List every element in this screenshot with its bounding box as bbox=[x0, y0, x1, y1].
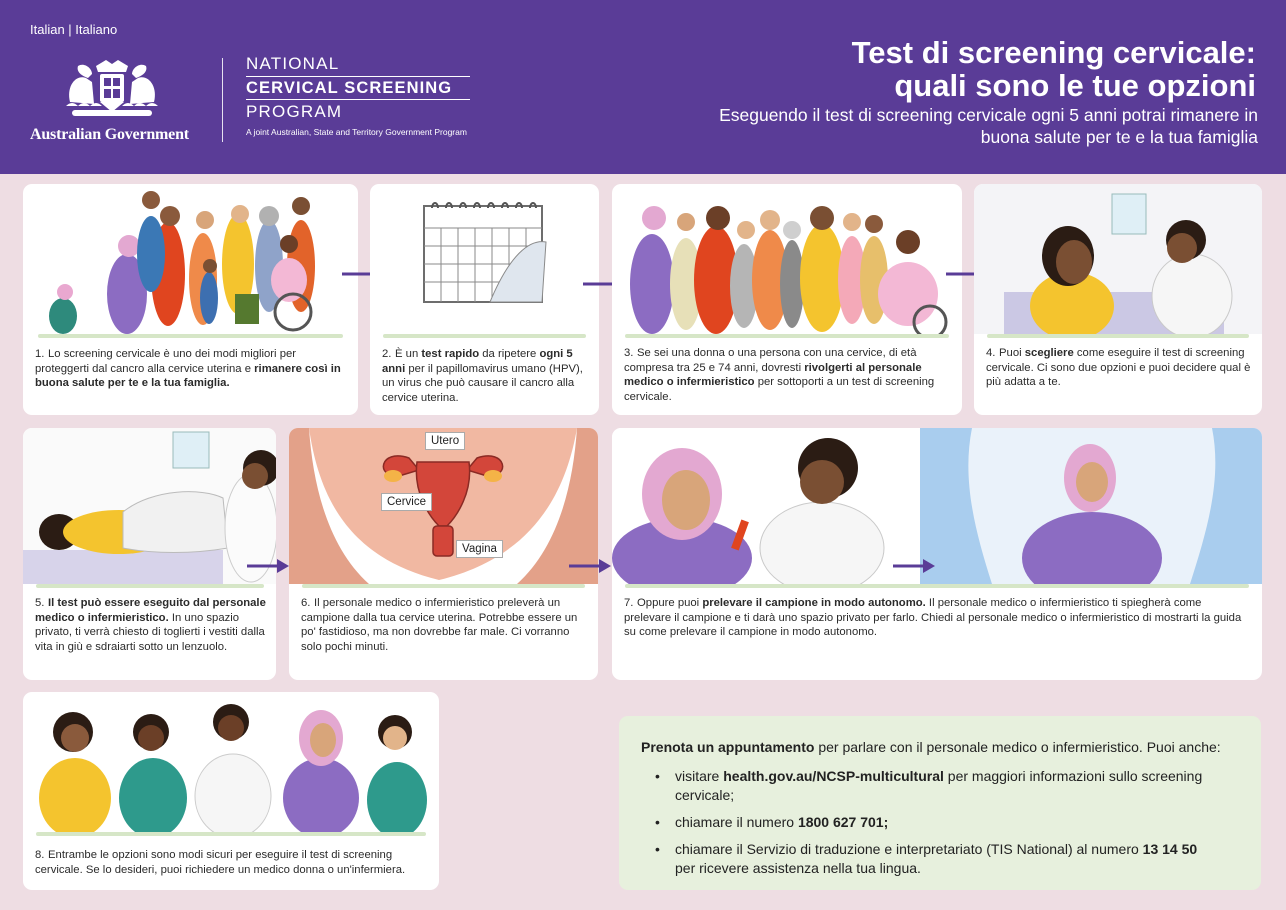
step-text-4: 4. Puoi scegliere come eseguire il test di screening cervicale. Ci sono due opzioni e puoi decidere qual è più adatta a te. bbox=[986, 347, 1251, 388]
divider bbox=[987, 334, 1249, 338]
divider bbox=[302, 584, 585, 588]
divider bbox=[383, 334, 586, 338]
step-7-text-part: prelevare il campione in modo autonomo. bbox=[702, 597, 926, 609]
step-4-text-part: come eseguire il test di screening cervicale. Ci sono due opzioni e puoi decidere qual è più adatta a te. bbox=[986, 347, 1251, 388]
step-card-5 bbox=[23, 428, 276, 680]
info-item-phone: • chiamare il numero 1800 627 701; bbox=[641, 813, 1239, 832]
step-7-text-part: Il personale medico o infermieristico ti spiegherà come prelevare il campione e ti darà uno spazio privato per farlo. Chiedi al personale medico o infermieristico di mostrarti la guida su come prelevare il campione in modo autonomo. bbox=[624, 597, 1242, 638]
title-line2: quali sono le tue opzioni bbox=[894, 68, 1256, 103]
step-2-text-part: per il papillomavirus umano (HPV), un virus che può causare il cancro alla cervice uterina. bbox=[382, 362, 583, 404]
step-text-6: 6. Il personale medico o infermieristico preleverà un campione dalla tua cervice uterina. Potrebbe essere un po' fastidioso, ma non dovrebbe far male. Ci vorranno solo pochi minuti. bbox=[301, 597, 578, 653]
family-group-illustration bbox=[23, 184, 358, 340]
vagina-label: Vagina bbox=[456, 540, 503, 558]
program-line2: CERVICAL SCREENING bbox=[246, 76, 470, 100]
program-tagline: A joint Australian, State and Territory Government Program bbox=[246, 127, 467, 137]
divider bbox=[625, 584, 1249, 588]
step-card-3 bbox=[612, 184, 962, 415]
step-text-7: 7. Oppure puoi prelevare il campione in modo autonomo. Il personale medico o infermieristico ti spiegherà come prelevare il campione e ti darà uno spazio privato per farlo. Chiedi al personale medico o infermieristico di mostrarti la guida su come prelevare il campione in modo autonomo. bbox=[624, 597, 1242, 638]
subtitle-line2: buona salute per te e la tua famiglia bbox=[980, 127, 1258, 147]
subtitle-line1: Eseguendo il test di screening cervicale ogni 5 anni potrai rimanere in bbox=[719, 105, 1258, 125]
step-text-3: 3. Se sei una donna o una persona con una cervice, di età compresa tra 25 e 74 anni, dovresti rivolgerti al personale medico o infermieristico per sottoporti a un test di screening cervicale. bbox=[624, 347, 935, 403]
divider bbox=[36, 584, 264, 588]
arrow-right-icon bbox=[893, 558, 937, 574]
step-4-text-part: Puoi bbox=[999, 347, 1025, 359]
header-banner bbox=[0, 0, 1286, 174]
step-2-text-part: ogni 5 anni bbox=[382, 348, 573, 375]
consultation-illustration bbox=[974, 184, 1262, 334]
step-4-text-part: scegliere bbox=[1024, 347, 1074, 359]
step-card-4 bbox=[974, 184, 1262, 415]
page-title bbox=[736, 36, 1256, 102]
step-3-text-part: Se sei una donna o una persona con una cervice, di età compresa tra 25 e 74 anni, dovresti bbox=[624, 347, 917, 374]
step-7-text-part: Oppure puoi bbox=[637, 597, 703, 609]
step-card-8 bbox=[23, 692, 439, 890]
cervix-label: Cervice bbox=[381, 493, 432, 511]
program-logo bbox=[246, 54, 470, 137]
info-intro: Prenota un appuntamento per parlare con il personale medico o infermieristico. Puoi anche: bbox=[641, 739, 1221, 755]
step-2-text-part: È un bbox=[395, 348, 422, 360]
divider bbox=[38, 334, 343, 338]
step-text-5: 5. Il test può essere eseguito dal personale medico o infermieristico. In uno spazio privato, ti verrà chiesto di toglierti i vestiti dalla vita in giù e sdraiarti sotto un lenzuolo. bbox=[35, 597, 266, 653]
step-3-text-part: rivolgerti al personale medico o infermieristico bbox=[624, 361, 922, 388]
tis-number: 13 14 50 bbox=[1142, 841, 1198, 857]
step-card-1 bbox=[23, 184, 358, 415]
women-group-illustration bbox=[612, 184, 962, 334]
step-card-7 bbox=[612, 428, 1262, 680]
step-card-6 bbox=[289, 428, 598, 680]
step-card-2 bbox=[370, 184, 599, 415]
program-line3: PROGRAM bbox=[246, 102, 343, 121]
step-1-text-part: rimanere così in buona salute per te e la tua famiglia. bbox=[35, 362, 341, 389]
women-and-doctor-illustration bbox=[23, 692, 439, 832]
step-text-2: 2. È un test rapido da ripetere ogni 5 anni per il papillomavirus umano (HPV), un virus che può causare il cancro alla cervice uterina. bbox=[382, 348, 583, 404]
step-2-text-part: test rapido bbox=[421, 348, 480, 360]
calendar-illustration bbox=[370, 184, 599, 334]
step-5-text-part: Il test può essere eseguito dal personale medico o infermieristico. bbox=[35, 597, 266, 624]
government-name: Australian Government bbox=[30, 126, 189, 143]
coat-of-arms-icon bbox=[62, 56, 162, 124]
info-item-website: • visitare health.gov.au/NCSP-multicultural per maggiori informazioni sullo screening cervicale; bbox=[641, 767, 1239, 805]
step-5-text-part: In uno spazio privato, ti verrà chiesto di toglierti i vestiti dalla vita in giù e sdraiarti sotto un lenzuolo. bbox=[35, 611, 265, 653]
self-collection-illustration bbox=[612, 428, 1262, 584]
step-text-1: 1. Lo screening cervicale è uno dei modi migliori per proteggerti dal cancro alla cervice uterina e rimanere così in buona salute per te e la tua famiglia. bbox=[35, 348, 341, 389]
info-item-tis: • chiamare il Servizio di traduzione e interpretariato (TIS National) al numero 13 14 50 per ricevere assistenza nella tua lingua. bbox=[641, 840, 1239, 878]
step-text-8: 8. Entrambe le opzioni sono modi sicuri per eseguire il test di screening cervicale. Se lo desideri, puoi richiedere un medico donna o un'infermiera. bbox=[35, 849, 406, 876]
arrow-right-icon bbox=[247, 558, 291, 574]
step-2-text-part: da ripetere bbox=[479, 348, 540, 360]
uterus-label: Utero bbox=[425, 432, 465, 450]
step-1-text-part: Lo screening cervicale è uno dei modi migliori per proteggerti dal cancro alla cervice uterina e bbox=[35, 348, 297, 375]
divider bbox=[625, 334, 949, 338]
step-6-text-part: Il personale medico o infermieristico preleverà un campione dalla tua cervice uterina. Potrebbe essere un po' fastidioso, ma non dovrebbe far male. Ci vorranno solo pochi minuti. bbox=[301, 597, 578, 653]
anatomy-illustration bbox=[289, 428, 598, 584]
website-link[interactable]: health.gov.au/NCSP-multicultural bbox=[723, 768, 944, 784]
step-3-text-part: per sottoporti a un test di screening cervicale. bbox=[624, 376, 935, 403]
divider bbox=[36, 832, 426, 836]
logo-divider bbox=[222, 58, 223, 142]
language-label: Italian | Italiano bbox=[30, 22, 118, 37]
title-line1: Test di screening cervicale: bbox=[851, 35, 1256, 70]
contact-info-box bbox=[619, 716, 1261, 890]
examination-bed-illustration bbox=[23, 428, 276, 584]
page-subtitle bbox=[678, 104, 1258, 148]
program-line1: NATIONAL bbox=[246, 54, 340, 73]
phone-number: 1800 627 701; bbox=[797, 814, 889, 830]
info-list bbox=[641, 767, 1239, 878]
step-8-text-part: Entrambe le opzioni sono modi sicuri per eseguire il test di screening cervicale. Se lo desideri, puoi richiedere un medico donna o un'infermiera. bbox=[35, 849, 406, 876]
arrow-right-icon bbox=[569, 558, 613, 574]
